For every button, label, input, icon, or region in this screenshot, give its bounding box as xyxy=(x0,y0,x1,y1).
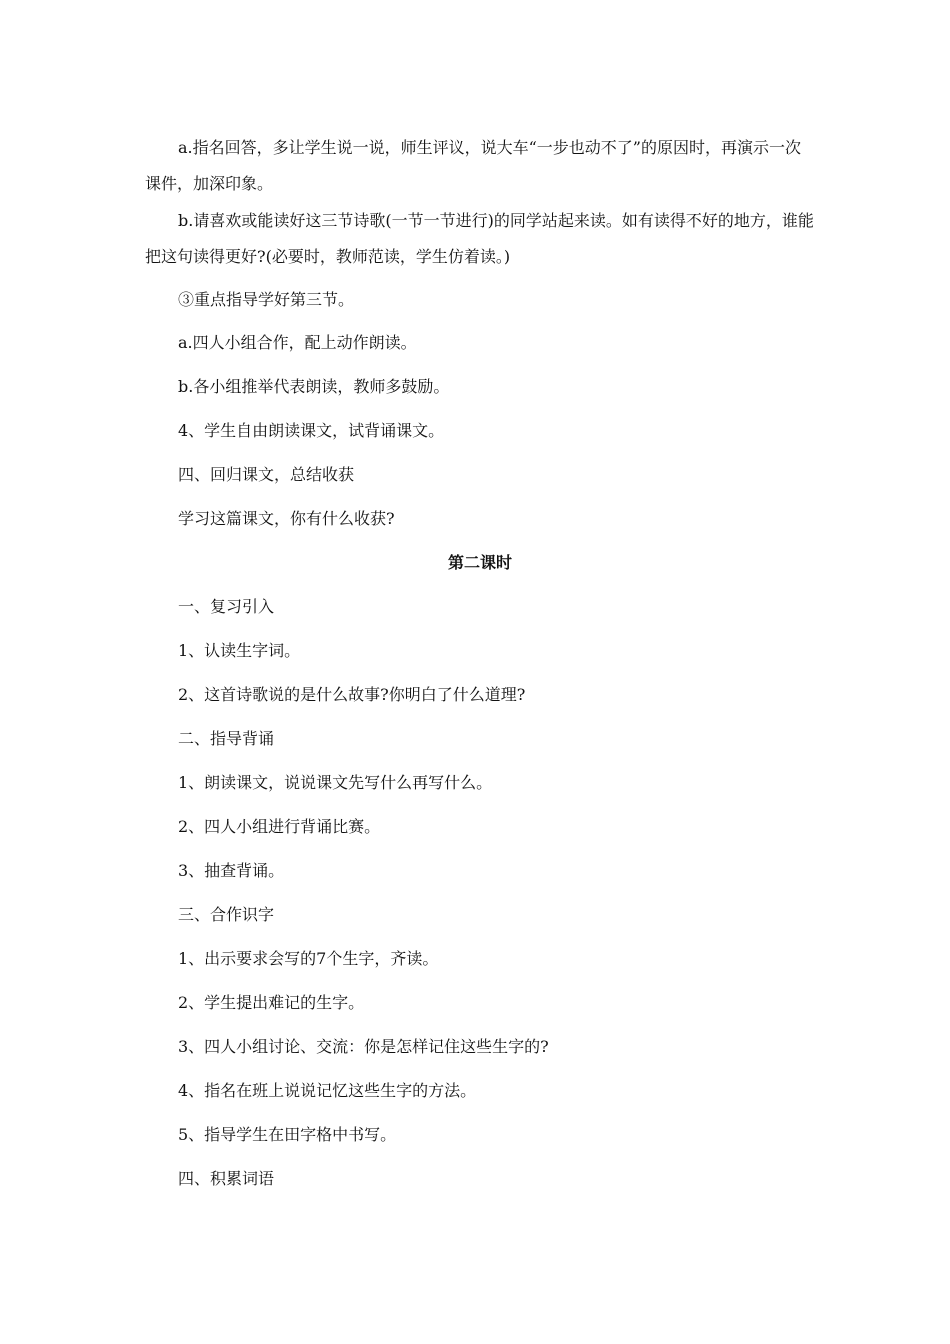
paragraph-5: b.各小组推举代表朗读，教师多鼓励。 xyxy=(178,377,450,396)
paragraph-8: 学习这篇课文，你有什么收获? xyxy=(178,509,395,528)
section-item-8: 三、合作识字 xyxy=(178,905,275,924)
section-item-4: 二、指导背诵 xyxy=(178,729,275,748)
paragraph-1: a.指名回答，多让学生说一说，师生评议，说大车“一步也动不了”的原因时，再演示一次课件，加深印象。 xyxy=(145,138,801,193)
paragraph-4: a.四人小组合作，配上动作朗读。 xyxy=(178,333,417,352)
paragraph-7: 四、回归课文，总结收获 xyxy=(178,465,355,484)
section-item-12: 4、指名在班上说说记忆这些生字的方法。 xyxy=(178,1081,477,1100)
section-item-5: 1、朗读课文，说说课文先写什么再写什么。 xyxy=(178,773,493,792)
section-item-10: 2、学生提出难记的生字。 xyxy=(178,993,365,1012)
paragraph-2: b.请喜欢或能读好这三节诗歌(一节一节进行)的同学站起来读。如有读得不好的地方，谁能把这句读得更好?(必要时，教师范读，学生仿着读。) xyxy=(145,211,814,266)
paragraph-3: ③重点指导学好第三节。 xyxy=(178,290,355,309)
section-title: 第二课时 xyxy=(447,553,512,572)
section-item-2: 1、认读生字词。 xyxy=(178,641,301,660)
section-item-9: 1、出示要求会写的7个生字，齐读。 xyxy=(178,949,439,968)
section-item-14: 四、积累词语 xyxy=(178,1169,275,1188)
section-item-11: 3、四人小组讨论、交流：你是怎样记住这些生字的? xyxy=(178,1037,549,1056)
paragraph-6: 4、学生自由朗读课文，试背诵课文。 xyxy=(178,421,445,440)
section-item-13: 5、指导学生在田字格中书写。 xyxy=(178,1125,397,1144)
section-item-3: 2、这首诗歌说的是什么故事?你明白了什么道理? xyxy=(178,685,526,704)
section-item-1: 一、复习引入 xyxy=(178,597,275,616)
section-item-7: 3、抽查背诵。 xyxy=(178,861,285,880)
section-item-6: 2、四人小组进行背诵比赛。 xyxy=(178,817,381,836)
